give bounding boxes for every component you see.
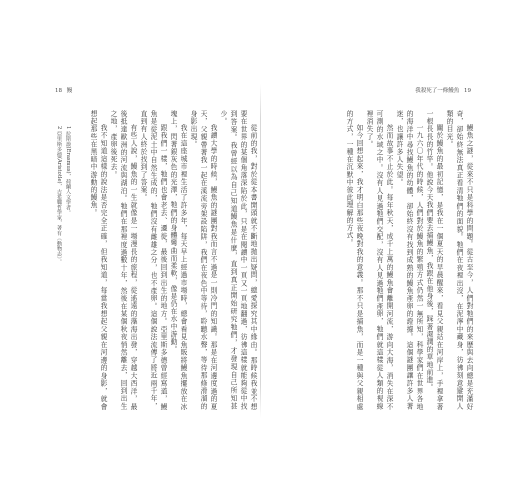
- footnote: 2 亞里斯多德(Aristotle)，古希臘哲學家，著有《動物志》。: [56, 126, 62, 265]
- paragraph: 然而故事不止於此。每年秋天，成千上萬的鰻魚會離開河流，游向大海，消失在深不可測的水域之中。沒有人見過牠們交配，沒有人見過牠們產卵，牠們就這樣從人類的視線裡消失了。: [365, 110, 393, 410]
- paragraph: 有些人說，鰻魚的一生就像是一場漫長的旅程，從遙遠的藻海出發，穿越大西洋，最後抵達歐洲的河流與湖泊。牠們在那裡度過數十年，然後在某個秋夜悄然離去，回到出生之地，產卵後死去。: [109, 110, 137, 410]
- footnote: 1 拉斯謨(Erasmus)，荷蘭人文學者。: [65, 126, 71, 216]
- footnotes: [52, 126, 72, 376]
- paragraph: 一九六〇年代的時候，人們對於鰻魚的繁殖方式仍然一無所知，科學家們在世界各地的海洋中尋找鰻魚的幼體，卻始終沒有找到成熟的鰻魚產卵的證據。這個謎團讓許多人著迷，也讓許多人失望。: [395, 110, 423, 410]
- paragraph: 鰻魚之謎，從來不只是科學的問題。從古至今，人們對牠們的來歷與去向總是充滿好奇，卻始終無法真正看清牠們的面貌。牠們在夜裡出沒，在泥濘中藏身，彷彿刻意避開人類的目光。: [445, 110, 473, 410]
- left-page-number: 18: [55, 88, 62, 94]
- paragraph: 我讀大學的時候，鰻魚的謎團對我而言不過是一則冷門的知識。那是在河邊度過的夏天，父親帶著我一起在溪流旁架設陷阱，我們在夜色中等待，聆聽水聲，等待那條滑溜的身影出現。: [189, 110, 217, 410]
- paragraph: 跟我們一樣，牠們也會老去、遷徙，最後回到出生的地方。亞里斯多德曾經寫道，鰻魚是從泥土中自然生成的，牠們沒有雌雄之分，也不產卵。這個說法流傳了將近兩千年，直到有人終於找到了答案。: [139, 110, 167, 410]
- paragraph: 我不知道這樣的說法是否完全正確，但我知道，每當我想起父親在河邊的身影，就會想起那些在黑暗中游動的鰻魚。: [89, 110, 107, 410]
- paragraph: 我在這座城市裡生活了許多年，每天早上經過市場時，總會看見魚販將鰻魚擺放在冰塊上，閃著銀灰色的光澤，牠們的身體彎曲而柔軟，像是仍在水中游動。: [169, 110, 187, 410]
- right-page-header: [415, 86, 474, 100]
- right-page-body: [268, 110, 474, 410]
- left-page: [52, 86, 258, 416]
- book-title: 鰻: [66, 88, 73, 94]
- right-page-number: 19: [464, 88, 471, 94]
- left-page-body: [62, 110, 258, 410]
- paragraph: 關於鰻魚的最初記憶，是我在一個夏天的早晨醒來，看見父親站在河岸上，手裡拿著一根長長的竹竿。他說今天我們要去捕鰻魚，我跟在他身後，踩著濕潤的草地前進。: [425, 110, 443, 410]
- left-page-header: [52, 86, 72, 100]
- book-gutter: [260, 84, 261, 418]
- right-page: [268, 86, 474, 416]
- paragraph: 從前的我，對於從本書開頭就不斷地拋出疑問，總愛探究其中緣由。那時候我並不想要在世界的某個角落深陷於此，只是在閱讀中一頁又一頁地翻過，彷彿這樣就能夠從中找到答案。我曾經以為自己知道鰻魚是什麼，直到真正開始研究牠們，才發現自己所知甚少。: [219, 110, 257, 410]
- paragraph: 如今回想起來，我才明白那些夜晚對我的意義。那不只是捕魚，而是一種與父親相處的方式，一種在沉默中彼此理解的方式。: [345, 110, 363, 410]
- chapter-title: 我殺死了一條鰻魚: [415, 88, 460, 94]
